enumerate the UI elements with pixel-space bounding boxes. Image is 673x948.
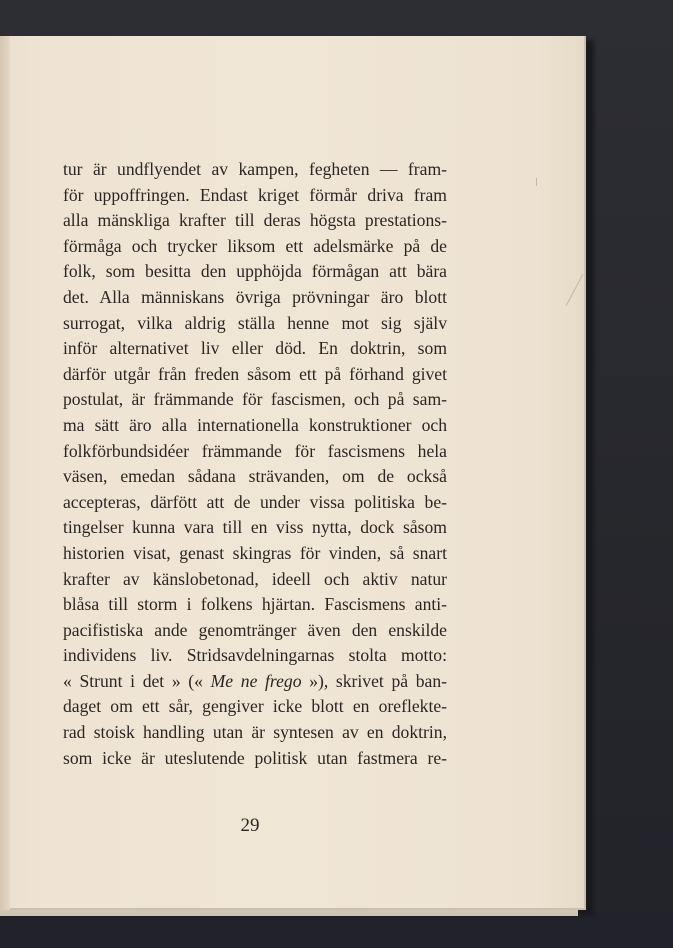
text-line: surrogat, vilka aldrig ställa henne mot sig själv (63, 312, 447, 333)
text-line: rad stoisk handling utan är syntesen av en doktrin, (63, 722, 447, 743)
text-line: förmåga och trycker liksom ett adelsmärke på de (63, 235, 447, 256)
text-line: individens liv. Stridsavdelningarnas stolta motto: (63, 645, 447, 666)
margin-mark (536, 178, 537, 186)
text-line: inför alternativet liv eller död. En doktrin, som (63, 338, 447, 359)
text-line: tingelser kunna vara till en viss nytta, dock såsom (63, 517, 447, 538)
text-line: som icke är uteslutende politisk utan fastmera re- (63, 747, 447, 768)
text-line: tur är undflyendet av kampen, fegheten — fram- (63, 159, 447, 179)
text-segment: »), skrivet på ban- (301, 670, 447, 691)
text-line: alla mänskliga krafter till deras högsta prestations- (63, 210, 447, 231)
text-line: det. Alla människans övriga prövningar äro blott (63, 286, 447, 307)
text-line: historien visat, genast skingras för vinden, så snart (63, 542, 447, 563)
text-line: väsen, emedan sådana strävanden, om de också (63, 466, 447, 487)
text-line: därför utgår från freden såsom ett på förhand givet (63, 363, 447, 384)
text-line: folkförbundsidéer främmande för fascismens hela (63, 440, 447, 461)
text-line (63, 669, 447, 695)
text-line: pacifistiska ande genomtränger även den enskilde (63, 619, 447, 640)
text-line: ma sätt äro alla internationella konstruktioner och (63, 414, 447, 435)
page-gutter (0, 36, 10, 910)
text-line: folk, som besitta den upphöjda förmågan att bära (63, 261, 447, 282)
page-number: 29 (240, 815, 260, 836)
text-line: krafter av känslobetonad, ideell och aktiv natur (63, 568, 447, 589)
text-segment: « Strunt i det » (« (63, 670, 211, 691)
italic-phrase: Me ne frego (210, 670, 302, 691)
text-line: accepteras, därfött att de under vissa politiska be- (63, 491, 447, 512)
body-text (63, 157, 447, 771)
text-line: postulat, är främmande för fascismen, och på sam- (63, 389, 447, 410)
text-line: för uppoffringen. Endast kriget förmår driva fram (63, 184, 447, 205)
text-line: blåsa till storm i folkens hjärtan. Fascismens anti- (63, 594, 447, 615)
text-line: daget om ett sår, gengiver icke blott en oreflekte- (63, 696, 447, 717)
